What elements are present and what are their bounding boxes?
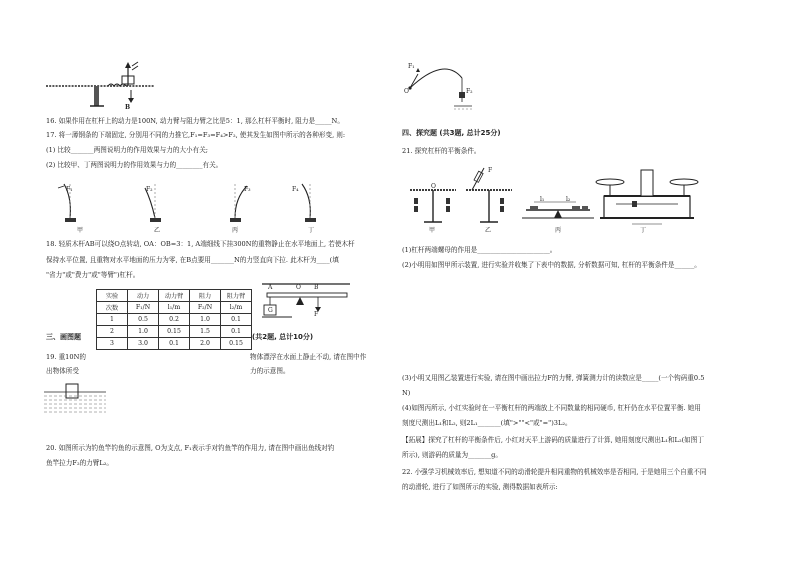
question-19-part-b: 出物体所受	[46, 367, 79, 375]
table-row	[97, 314, 252, 326]
question-18-line3: "省力"或"费力"或"等臂")杠杆。	[46, 271, 140, 279]
q18-label-g: G	[268, 307, 273, 314]
table-header-row	[97, 302, 252, 314]
q21-fig-ding: 丁	[640, 227, 647, 234]
section-3-heading: 三、画图题	[46, 333, 81, 341]
question-20-line1: 20. 如图所示为钓鱼竿钓鱼的示意图, O为支点, F₁表示手对钓鱼竿的作用力, 请在图中画出鱼线对钓	[46, 444, 335, 452]
question-21-part4-b: 刻度尺测出L₁和L₂, 则2L₁_______(填">""<"或"=")3L₂。	[402, 419, 572, 427]
section-4-heading: 四、探究题 (共3题, 总计25分)	[402, 129, 501, 137]
question-16: 16. 如果作用在杠杆上的动力是100N, 动力臂与阻力臂之比是5：1, 那么杠杆平衡时, 阻力是_____N。	[46, 117, 344, 125]
question-21: 21. 探究杠杆的平衡条件。	[402, 147, 481, 155]
q17-force-4: F₄	[292, 186, 299, 193]
table-cell: 2.0	[190, 338, 221, 350]
q17-fig-ding: 丁	[308, 227, 315, 234]
question-21-part3-a: (3)小明又用图乙装置进行实验, 请在图中画出拉力F的力臂, 弹簧测力计的读数应是_____(一个钩码重0.5	[402, 374, 705, 382]
question-22-line2: 的动滑轮, 进行了如图所示的实验, 测得数据如表所示:	[402, 483, 558, 491]
table-cell: 3	[97, 338, 128, 350]
question-17-part1: (1) 比较_______两图说明力的作用效果与力的大小有关;	[46, 146, 209, 154]
table-cell: 0.5	[128, 314, 159, 326]
q17-fig-yi: 乙	[154, 227, 161, 234]
question-17-part2: (2) 比较甲、丁两图说明力的作用效果与力的________有关。	[46, 161, 223, 169]
top-lever-figure	[46, 60, 156, 110]
table-header-cell: 阻力	[190, 290, 221, 302]
question-20-line2: 鱼竿拉力F₂的力臂L₂。	[46, 459, 113, 467]
table-header-cell: 次数	[97, 302, 128, 314]
question-22-line1: 22. 小强学习机械效率后, 想知道不同的动滑轮提升相同重物的机械效率是否相同, 于是她用三个自重不同	[402, 468, 707, 476]
table-cell: 2	[97, 326, 128, 338]
q21-small-l2: l₂	[566, 196, 571, 203]
question-19-part-d: 力的示意图。	[250, 367, 290, 375]
question-19-part-c: 物体漂浮在水面上静止不动, 请在图中作	[250, 353, 367, 361]
table-cell: 0.1	[221, 314, 252, 326]
q21-small-l1: l₁	[540, 196, 545, 203]
top-figure-label: B	[125, 104, 131, 111]
q17-fig-jia: 甲	[77, 227, 84, 234]
q19-floating-block-figure	[44, 382, 108, 420]
table-header-cell: 实验	[97, 290, 128, 302]
q17-force-1: F₁	[66, 186, 73, 193]
q21-small-o: O	[431, 183, 436, 190]
fig20-label-f1: F₁	[408, 63, 415, 70]
table-cell: 1	[97, 314, 128, 326]
q18-label-a: A	[268, 284, 273, 291]
table-header-cell: 阻力臂	[221, 290, 252, 302]
table-cell: 1.5	[190, 326, 221, 338]
table-cell: 0.15	[159, 326, 190, 338]
table-header-cell: l₁/m	[159, 302, 190, 314]
question-21-part3-b: N)	[402, 389, 411, 397]
table-header-cell: 动力	[128, 290, 159, 302]
table-cell: 1.0	[128, 326, 159, 338]
q18-lever-figure	[262, 283, 352, 325]
fig20-label-o: O	[404, 88, 409, 95]
table-cell: 0.1	[159, 338, 190, 350]
section-3-note: (共2题, 总计10分)	[252, 333, 314, 341]
table-row	[97, 326, 252, 338]
question-21-part1: (1)杠杆两端螺母的作用是______________________。	[402, 246, 557, 254]
table-cell: 1.0	[190, 314, 221, 326]
table-header-row	[97, 290, 252, 302]
question-18-line1: 18. 轻质木杆AB可以绕O点转动, OA：OB=3：1, A端细线下挂300N的重物静止在水平地面上, 若使木杆	[46, 240, 355, 248]
q18-label-f: F	[314, 311, 319, 318]
question-21-part4-a: (4)如图丙所示, 小红实验时在一平衡杠杆的两端放上不同数量的相同硬币, 杠杆仍在水平位置平衡. 她用	[402, 404, 701, 412]
table-header-cell: F₁/N	[128, 302, 159, 314]
lever-data-table	[96, 289, 252, 350]
table-cell: 0.1	[221, 326, 252, 338]
question-17-stem: 17. 将一薄钢条的下端固定, 分别用不同的力推它,F₁=F₃=F₄>F₂, 使其发生如图中所示的各种形变, 则:	[46, 131, 346, 139]
table-cell: 0.15	[221, 338, 252, 350]
question-21-extension-b: 所示), 则游码的质量为_______g。	[402, 451, 503, 459]
q21-fig-yi: 乙	[485, 227, 492, 234]
question-19-part-a: 19. 重10N的	[46, 353, 86, 361]
table-header-cell: l₂/m	[221, 302, 252, 314]
question-18-line2: 保持水平位置, 且重物对水平地面的压力为零, 在B点要用_______N的力竖直向下拉. 此木杆为____(填	[46, 256, 339, 264]
table-cell: 3.0	[128, 338, 159, 350]
q17-force-2: F₂	[146, 186, 153, 193]
q21-fig-jia: 甲	[429, 227, 436, 234]
fig20-label-f2: F₂	[466, 88, 473, 95]
q17-fig-bing: 丙	[232, 227, 239, 234]
table-header-cell: F₂/N	[190, 302, 221, 314]
q18-label-o: O	[296, 284, 301, 291]
q21-small-f: F	[488, 167, 493, 174]
question-21-extension-a: 【拓展】探究了杠杆的平衡条件后, 小红对天平上游码的质量进行了计算, 她用刻度尺测出L₁和L₂(如图丁	[402, 436, 704, 444]
q21-fig-bing: 丙	[555, 227, 562, 234]
table-row	[97, 338, 252, 350]
q17-force-3: F₃	[244, 186, 251, 193]
question-21-part2: (2)小明用如图甲所示装置, 进行实验并收集了下表中的数据, 分析数据可知, 杠杆的平衡条件是______。	[402, 261, 701, 269]
table-header-cell: 动力臂	[159, 290, 190, 302]
table-cell: 0.2	[159, 314, 190, 326]
q18-label-b: B	[314, 284, 319, 291]
